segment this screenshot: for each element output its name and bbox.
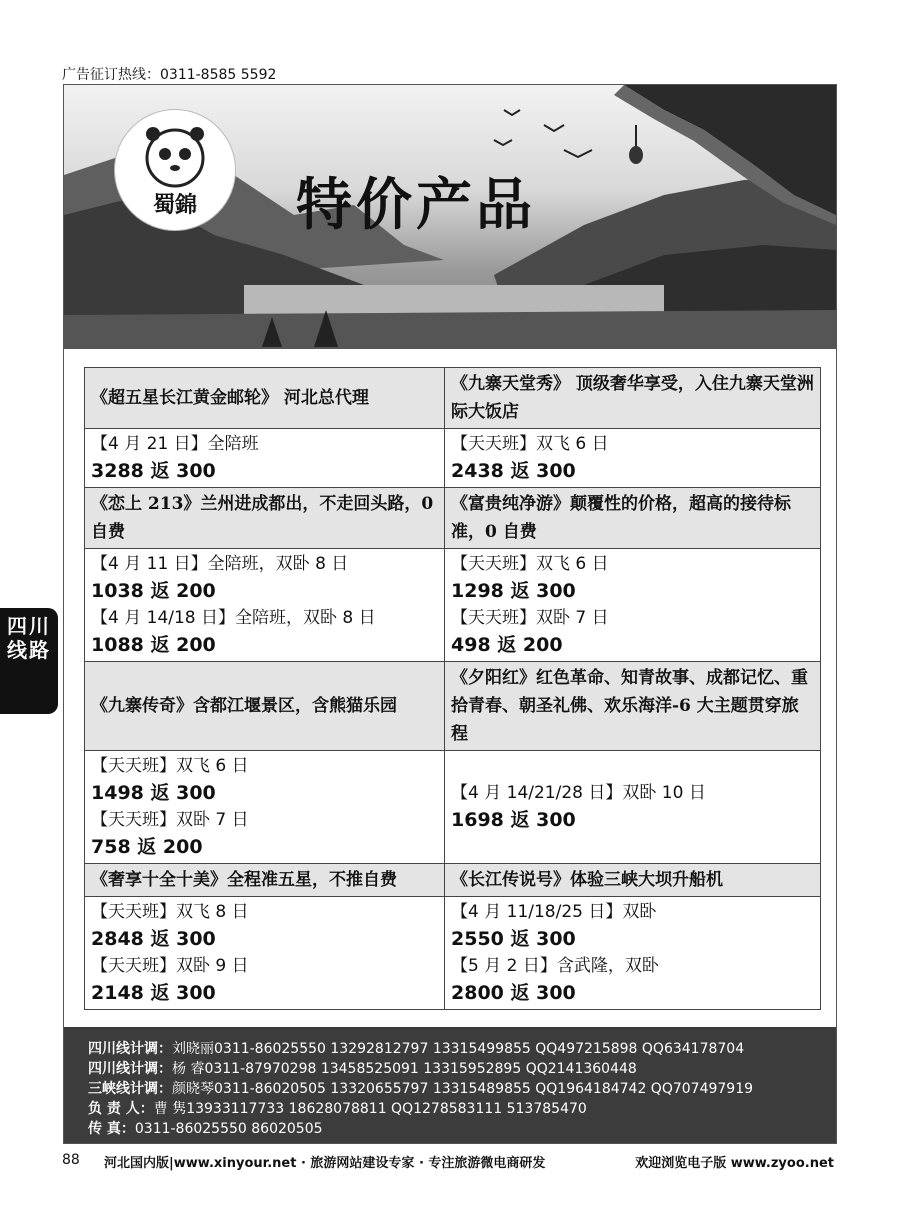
schedule-text: 【天天班】双卧 7 日 bbox=[451, 608, 609, 628]
schedule-text: 【4 月 11/18/25 日】双卧 bbox=[451, 902, 657, 922]
schedule-text: 【天天班】双卧 7 日 bbox=[91, 810, 249, 830]
contact-row: 四川线计调：杨 睿0311-87970298 13458525091 13315952895 QQ2141360448 bbox=[88, 1061, 637, 1077]
contact-row: 负 责 人：曹 隽13933117733 18628078811 QQ1278583111 513785470 bbox=[88, 1101, 587, 1117]
side-tab-label: 四川线路 bbox=[7, 614, 51, 662]
product-details bbox=[85, 751, 445, 864]
price-text: 1298 返 300 bbox=[451, 580, 576, 602]
schedule-text: 【4 月 14/21/28 日】双卧 10 日 bbox=[451, 783, 706, 803]
product-title: 《九寨传奇》含都江堰景区，含熊猫乐园 bbox=[85, 662, 445, 751]
product-details bbox=[445, 897, 821, 1010]
price-text: 2148 返 300 bbox=[91, 982, 216, 1004]
price-text: 2848 返 300 bbox=[91, 928, 216, 950]
schedule-text: 【天天班】双飞 6 日 bbox=[451, 434, 609, 454]
banner bbox=[64, 85, 836, 349]
logo-text: 蜀錦 bbox=[152, 192, 197, 218]
product-title: 《九寨天堂秀》 顶级奢华享受，入住九寨天堂洲际大饭店 bbox=[445, 368, 821, 429]
product-details bbox=[445, 429, 821, 488]
price-text: 758 返 200 bbox=[91, 836, 203, 858]
schedule-text: 【4 月 11 日】全陪班，双卧 8 日 bbox=[91, 554, 349, 574]
product-details bbox=[85, 429, 445, 488]
schedule-text: 【天天班】双卧 9 日 bbox=[91, 956, 249, 976]
product-details bbox=[85, 549, 445, 662]
product-details bbox=[445, 751, 821, 864]
price-text: 1698 返 300 bbox=[451, 809, 576, 831]
price-text: 2550 返 300 bbox=[451, 928, 576, 950]
footer-ebook-link[interactable]: 欢迎浏览电子版 www.zyoo.net bbox=[635, 1156, 834, 1171]
product-title: 《长江传说号》体验三峡大坝升船机 bbox=[445, 864, 821, 897]
footer-site-text: 河北国内版|www.xinyour.net · 旅游网站建设专家 · 专注旅游微电商研发 bbox=[104, 1156, 546, 1171]
price-text: 1498 返 300 bbox=[91, 782, 216, 804]
schedule-text: 【天天班】双飞 6 日 bbox=[91, 756, 249, 776]
product-title: 《恋上 213》兰州进成都出，不走回头路，0 自费 bbox=[85, 488, 445, 549]
contact-panel bbox=[64, 1027, 836, 1143]
price-text: 498 返 200 bbox=[451, 634, 563, 656]
page-number: 88 bbox=[62, 1152, 80, 1168]
product-title: 《超五星长江黄金邮轮》 河北总代理 bbox=[85, 368, 445, 429]
ad-hotline: 广告征订热线：0311-8585 5592 bbox=[62, 67, 277, 83]
schedule-text: 【4 月 14/18 日】全陪班，双卧 8 日 bbox=[91, 608, 376, 628]
schedule-text: 【5 月 2 日】含武隆，双卧 bbox=[451, 956, 659, 976]
product-title: 《富贵纯净游》颠覆性的价格，超高的接待标准，0 自费 bbox=[445, 488, 821, 549]
price-text: 1038 返 200 bbox=[91, 580, 216, 602]
price-text: 2800 返 300 bbox=[451, 982, 576, 1004]
price-text: 3288 返 300 bbox=[91, 460, 216, 482]
logo bbox=[114, 109, 236, 231]
products-table bbox=[84, 367, 821, 1010]
product-title: 《奢享十全十美》全程准五星，不推自费 bbox=[85, 864, 445, 897]
contact-row: 四川线计调：刘晓丽0311-86025550 13292812797 13315499855 QQ497215898 QQ634178704 bbox=[88, 1041, 745, 1057]
product-details bbox=[445, 549, 821, 662]
product-title: 《夕阳红》红色革命、知青故事、成都记忆、重拾青春、朝圣礼佛、欢乐海洋-6 大主题贯穿旅程 bbox=[445, 662, 821, 751]
side-tab-sichuan bbox=[0, 608, 58, 714]
product-details bbox=[85, 897, 445, 1010]
schedule-text: 【天天班】双飞 6 日 bbox=[451, 554, 609, 574]
contact-row: 三峡线计调：颜晓琴0311-86020505 13320655797 13315489855 QQ1964184742 QQ707497919 bbox=[88, 1081, 754, 1097]
contact-row: 传 真：0311-86025550 86020505 bbox=[88, 1121, 323, 1137]
price-text: 2438 返 300 bbox=[451, 460, 576, 482]
banner-title: 特价产品 bbox=[296, 173, 536, 238]
schedule-text: 【4 月 21 日】全陪班 bbox=[91, 434, 259, 454]
price-text: 1088 返 200 bbox=[91, 634, 216, 656]
schedule-text: 【天天班】双飞 8 日 bbox=[91, 902, 249, 922]
page-frame bbox=[63, 84, 837, 1144]
